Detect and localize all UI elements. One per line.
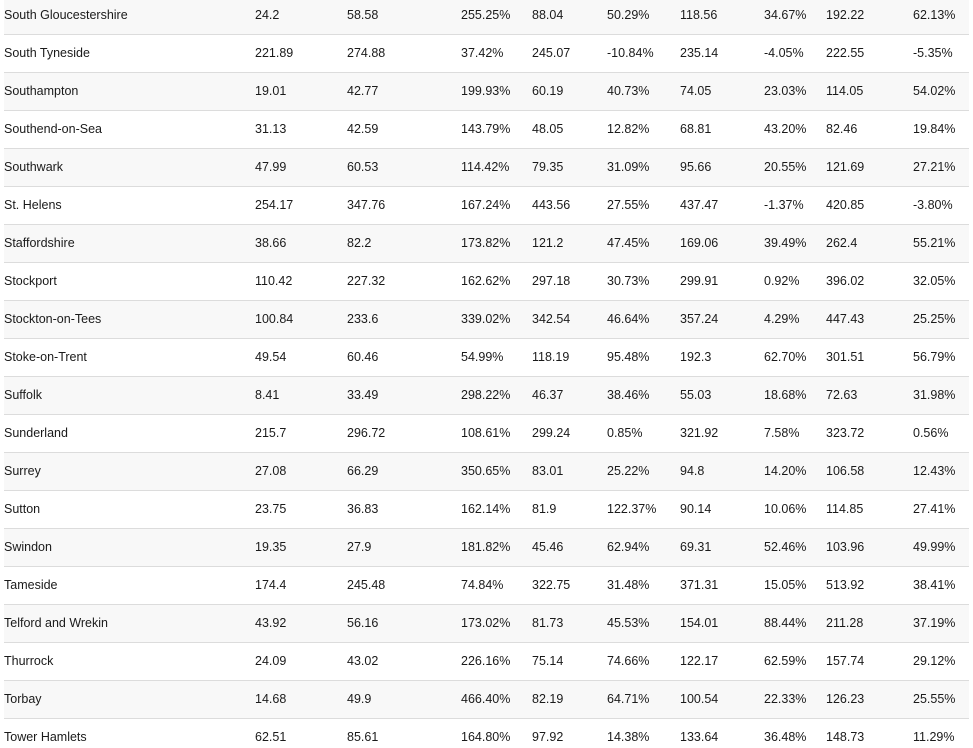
value-cell: 357.24 <box>680 300 764 338</box>
percent-change-cell: 173.02% <box>461 604 532 642</box>
value-cell: 33.49 <box>347 376 461 414</box>
area-name-cell: Suffolk <box>4 376 255 414</box>
value-cell: 94.8 <box>680 452 764 490</box>
area-name-cell: Stoke-on-Trent <box>4 338 255 376</box>
value-cell: 222.55 <box>826 34 913 72</box>
percent-change-cell: 181.82% <box>461 528 532 566</box>
table-row <box>4 490 969 528</box>
value-cell: 60.46 <box>347 338 461 376</box>
percent-change-cell: 54.99% <box>461 338 532 376</box>
percent-change-cell: -1.37% <box>764 186 826 224</box>
percent-change-cell: 7.58% <box>764 414 826 452</box>
value-cell: 118.19 <box>532 338 607 376</box>
percent-change-cell: 52.46% <box>764 528 826 566</box>
percent-change-cell: 40.73% <box>607 72 680 110</box>
value-cell: 49.54 <box>255 338 347 376</box>
value-cell: 245.07 <box>532 34 607 72</box>
value-cell: 82.19 <box>532 680 607 718</box>
value-cell: 437.47 <box>680 186 764 224</box>
value-cell: 49.9 <box>347 680 461 718</box>
area-name-cell: Tower Hamlets <box>4 718 255 748</box>
table-row <box>4 148 969 186</box>
area-name-cell: South Gloucestershire <box>4 0 255 34</box>
percent-change-cell: 50.29% <box>607 0 680 34</box>
value-cell: 233.6 <box>347 300 461 338</box>
value-cell: 42.77 <box>347 72 461 110</box>
percent-change-cell: 27.21% <box>913 148 969 186</box>
table-row <box>4 338 969 376</box>
percent-change-cell: 27.41% <box>913 490 969 528</box>
value-cell: 83.01 <box>532 452 607 490</box>
value-cell: 43.92 <box>255 604 347 642</box>
value-cell: 75.14 <box>532 642 607 680</box>
value-cell: 103.96 <box>826 528 913 566</box>
table-row <box>4 680 969 718</box>
value-cell: 19.01 <box>255 72 347 110</box>
value-cell: 24.2 <box>255 0 347 34</box>
value-cell: 42.59 <box>347 110 461 148</box>
value-cell: 106.58 <box>826 452 913 490</box>
value-cell: 371.31 <box>680 566 764 604</box>
table-row <box>4 452 969 490</box>
area-name-cell: Southwark <box>4 148 255 186</box>
value-cell: 420.85 <box>826 186 913 224</box>
percent-change-cell: 88.44% <box>764 604 826 642</box>
value-cell: 121.2 <box>532 224 607 262</box>
percent-change-cell: 167.24% <box>461 186 532 224</box>
value-cell: 192.3 <box>680 338 764 376</box>
percent-change-cell: 15.05% <box>764 566 826 604</box>
percent-change-cell: 255.25% <box>461 0 532 34</box>
value-cell: 60.53 <box>347 148 461 186</box>
percent-change-cell: 23.03% <box>764 72 826 110</box>
value-cell: 43.02 <box>347 642 461 680</box>
value-cell: 47.99 <box>255 148 347 186</box>
percent-change-cell: 54.02% <box>913 72 969 110</box>
data-table <box>4 0 969 748</box>
value-cell: 69.31 <box>680 528 764 566</box>
table-row <box>4 224 969 262</box>
value-cell: 82.2 <box>347 224 461 262</box>
percent-change-cell: 162.14% <box>461 490 532 528</box>
table-row <box>4 72 969 110</box>
value-cell: 443.56 <box>532 186 607 224</box>
percent-change-cell: 36.48% <box>764 718 826 748</box>
percent-change-cell: 30.73% <box>607 262 680 300</box>
value-cell: 48.05 <box>532 110 607 148</box>
percent-change-cell: 45.53% <box>607 604 680 642</box>
value-cell: 74.05 <box>680 72 764 110</box>
value-cell: 79.35 <box>532 148 607 186</box>
value-cell: 299.24 <box>532 414 607 452</box>
percent-change-cell: 339.02% <box>461 300 532 338</box>
percent-change-cell: 56.79% <box>913 338 969 376</box>
value-cell: 299.91 <box>680 262 764 300</box>
percent-change-cell: 114.42% <box>461 148 532 186</box>
percent-change-cell: 11.29% <box>913 718 969 748</box>
value-cell: 126.23 <box>826 680 913 718</box>
value-cell: 114.85 <box>826 490 913 528</box>
table-row <box>4 604 969 642</box>
value-cell: 45.46 <box>532 528 607 566</box>
value-cell: 148.73 <box>826 718 913 748</box>
value-cell: 301.51 <box>826 338 913 376</box>
value-cell: 254.17 <box>255 186 347 224</box>
value-cell: 88.04 <box>532 0 607 34</box>
value-cell: 296.72 <box>347 414 461 452</box>
percent-change-cell: 31.48% <box>607 566 680 604</box>
area-name-cell: Thurrock <box>4 642 255 680</box>
area-name-cell: Sunderland <box>4 414 255 452</box>
percent-change-cell: 466.40% <box>461 680 532 718</box>
value-cell: 100.84 <box>255 300 347 338</box>
percent-change-cell: 31.98% <box>913 376 969 414</box>
percent-change-cell: 27.55% <box>607 186 680 224</box>
percent-change-cell: 74.84% <box>461 566 532 604</box>
percent-change-cell: -5.35% <box>913 34 969 72</box>
percent-change-cell: 95.48% <box>607 338 680 376</box>
value-cell: 85.61 <box>347 718 461 748</box>
value-cell: 82.46 <box>826 110 913 148</box>
percent-change-cell: 0.85% <box>607 414 680 452</box>
percent-change-cell: 162.62% <box>461 262 532 300</box>
percent-change-cell: -10.84% <box>607 34 680 72</box>
percent-change-cell: 10.06% <box>764 490 826 528</box>
value-cell: 322.75 <box>532 566 607 604</box>
percent-change-cell: 64.71% <box>607 680 680 718</box>
percent-change-cell: 43.20% <box>764 110 826 148</box>
value-cell: 321.92 <box>680 414 764 452</box>
percent-change-cell: 20.55% <box>764 148 826 186</box>
value-cell: 81.73 <box>532 604 607 642</box>
percent-change-cell: 173.82% <box>461 224 532 262</box>
area-name-cell: Swindon <box>4 528 255 566</box>
percent-change-cell: 46.64% <box>607 300 680 338</box>
area-name-cell: Torbay <box>4 680 255 718</box>
percent-change-cell: 226.16% <box>461 642 532 680</box>
percent-change-cell: 38.41% <box>913 566 969 604</box>
data-table-container <box>4 0 969 748</box>
percent-change-cell: 0.56% <box>913 414 969 452</box>
percent-change-cell: 25.55% <box>913 680 969 718</box>
percent-change-cell: 49.99% <box>913 528 969 566</box>
value-cell: 154.01 <box>680 604 764 642</box>
area-name-cell: South Tyneside <box>4 34 255 72</box>
percent-change-cell: 25.25% <box>913 300 969 338</box>
percent-change-cell: 122.37% <box>607 490 680 528</box>
value-cell: 23.75 <box>255 490 347 528</box>
value-cell: 235.14 <box>680 34 764 72</box>
percent-change-cell: 164.80% <box>461 718 532 748</box>
value-cell: 323.72 <box>826 414 913 452</box>
value-cell: 72.63 <box>826 376 913 414</box>
value-cell: 38.66 <box>255 224 347 262</box>
percent-change-cell: 0.92% <box>764 262 826 300</box>
value-cell: 121.69 <box>826 148 913 186</box>
value-cell: 221.89 <box>255 34 347 72</box>
table-row <box>4 0 969 34</box>
percent-change-cell: 29.12% <box>913 642 969 680</box>
percent-change-cell: 19.84% <box>913 110 969 148</box>
percent-change-cell: 39.49% <box>764 224 826 262</box>
value-cell: 95.66 <box>680 148 764 186</box>
value-cell: 27.9 <box>347 528 461 566</box>
value-cell: 19.35 <box>255 528 347 566</box>
area-name-cell: Telford and Wrekin <box>4 604 255 642</box>
value-cell: 27.08 <box>255 452 347 490</box>
value-cell: 100.54 <box>680 680 764 718</box>
value-cell: 46.37 <box>532 376 607 414</box>
percent-change-cell: 350.65% <box>461 452 532 490</box>
value-cell: 347.76 <box>347 186 461 224</box>
percent-change-cell: 62.94% <box>607 528 680 566</box>
value-cell: 245.48 <box>347 566 461 604</box>
table-row <box>4 566 969 604</box>
percent-change-cell: 22.33% <box>764 680 826 718</box>
percent-change-cell: 62.13% <box>913 0 969 34</box>
percent-change-cell: 18.68% <box>764 376 826 414</box>
percent-change-cell: 62.59% <box>764 642 826 680</box>
percent-change-cell: 47.45% <box>607 224 680 262</box>
value-cell: 447.43 <box>826 300 913 338</box>
value-cell: 114.05 <box>826 72 913 110</box>
table-row <box>4 34 969 72</box>
value-cell: 513.92 <box>826 566 913 604</box>
area-name-cell: Surrey <box>4 452 255 490</box>
value-cell: 68.81 <box>680 110 764 148</box>
value-cell: 122.17 <box>680 642 764 680</box>
value-cell: 174.4 <box>255 566 347 604</box>
table-row <box>4 376 969 414</box>
percent-change-cell: 25.22% <box>607 452 680 490</box>
value-cell: 211.28 <box>826 604 913 642</box>
percent-change-cell: 199.93% <box>461 72 532 110</box>
value-cell: 60.19 <box>532 72 607 110</box>
percent-change-cell: 55.21% <box>913 224 969 262</box>
percent-change-cell: 143.79% <box>461 110 532 148</box>
table-row <box>4 414 969 452</box>
table-row <box>4 110 969 148</box>
percent-change-cell: 38.46% <box>607 376 680 414</box>
value-cell: 8.41 <box>255 376 347 414</box>
value-cell: 192.22 <box>826 0 913 34</box>
value-cell: 169.06 <box>680 224 764 262</box>
value-cell: 90.14 <box>680 490 764 528</box>
percent-change-cell: -4.05% <box>764 34 826 72</box>
value-cell: 56.16 <box>347 604 461 642</box>
value-cell: 133.64 <box>680 718 764 748</box>
value-cell: 58.58 <box>347 0 461 34</box>
percent-change-cell: 108.61% <box>461 414 532 452</box>
value-cell: 14.68 <box>255 680 347 718</box>
area-name-cell: St. Helens <box>4 186 255 224</box>
value-cell: 31.13 <box>255 110 347 148</box>
percent-change-cell: 34.67% <box>764 0 826 34</box>
area-name-cell: Southampton <box>4 72 255 110</box>
value-cell: 24.09 <box>255 642 347 680</box>
percent-change-cell: 12.43% <box>913 452 969 490</box>
value-cell: 215.7 <box>255 414 347 452</box>
percent-change-cell: 74.66% <box>607 642 680 680</box>
table-row <box>4 718 969 748</box>
table-row <box>4 528 969 566</box>
percent-change-cell: 32.05% <box>913 262 969 300</box>
value-cell: 81.9 <box>532 490 607 528</box>
value-cell: 118.56 <box>680 0 764 34</box>
value-cell: 297.18 <box>532 262 607 300</box>
value-cell: 157.74 <box>826 642 913 680</box>
area-name-cell: Tameside <box>4 566 255 604</box>
value-cell: 62.51 <box>255 718 347 748</box>
area-name-cell: Southend-on-Sea <box>4 110 255 148</box>
percent-change-cell: -3.80% <box>913 186 969 224</box>
table-body <box>4 0 969 748</box>
value-cell: 342.54 <box>532 300 607 338</box>
value-cell: 262.4 <box>826 224 913 262</box>
percent-change-cell: 37.19% <box>913 604 969 642</box>
percent-change-cell: 14.20% <box>764 452 826 490</box>
percent-change-cell: 62.70% <box>764 338 826 376</box>
table-row <box>4 262 969 300</box>
table-row <box>4 186 969 224</box>
percent-change-cell: 298.22% <box>461 376 532 414</box>
area-name-cell: Sutton <box>4 490 255 528</box>
value-cell: 110.42 <box>255 262 347 300</box>
value-cell: 396.02 <box>826 262 913 300</box>
area-name-cell: Stockton-on-Tees <box>4 300 255 338</box>
value-cell: 227.32 <box>347 262 461 300</box>
table-row <box>4 642 969 680</box>
area-name-cell: Stockport <box>4 262 255 300</box>
value-cell: 55.03 <box>680 376 764 414</box>
percent-change-cell: 37.42% <box>461 34 532 72</box>
percent-change-cell: 14.38% <box>607 718 680 748</box>
value-cell: 97.92 <box>532 718 607 748</box>
value-cell: 274.88 <box>347 34 461 72</box>
value-cell: 36.83 <box>347 490 461 528</box>
percent-change-cell: 31.09% <box>607 148 680 186</box>
percent-change-cell: 12.82% <box>607 110 680 148</box>
area-name-cell: Staffordshire <box>4 224 255 262</box>
table-row <box>4 300 969 338</box>
value-cell: 66.29 <box>347 452 461 490</box>
percent-change-cell: 4.29% <box>764 300 826 338</box>
